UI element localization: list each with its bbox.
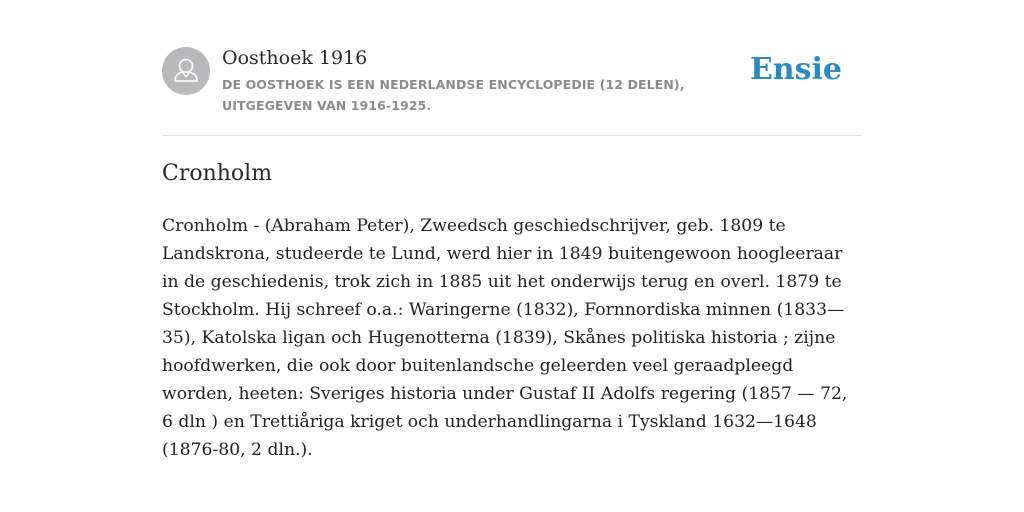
source-header — [162, 44, 862, 124]
entry-title: Cronholm — [162, 161, 273, 186]
source-avatar[interactable] — [162, 47, 210, 95]
source-title[interactable]: Oosthoek 1916 — [222, 47, 368, 69]
entry-body: Cronholm - (Abraham Peter), Zweedsch geschiedschrijver, geb. 1809 te Landskrona, studeerde te Lund, werd hier in 1849 buitengewoon hoogleeraar in de geschiedenis, trok zich in 1885 uit het onderwijs terug en overl. 1879 te Stockholm. Hij schreef o.a.: Waringerne (1832), Fornnordiska minnen (1833—35), Katolska ligan och Hugenotterna (1839), Skånes politiska historia ; zijne hoofdwerken, die ook door buitenlandsche geleerden veel geraadpleegd worden, heeten: Sveriges historia under Gustaf II Adolfs regering (1857 — 72, 6 dln ) en Trettiåriga kriget och underhandlingarna i Tyskland 1632—1648 (1876-80, 2 dln.). — [162, 216, 848, 460]
source-description: DE OOSTHOEK IS EEN NEDERLANDSE ENCYCLOPEDIE (12 DELEN), UITGEGEVEN VAN 1916-1925. — [222, 77, 685, 113]
user-silhouette-icon — [162, 47, 210, 95]
ensie-logo[interactable]: Ensie — [749, 52, 842, 87]
divider — [162, 135, 862, 136]
